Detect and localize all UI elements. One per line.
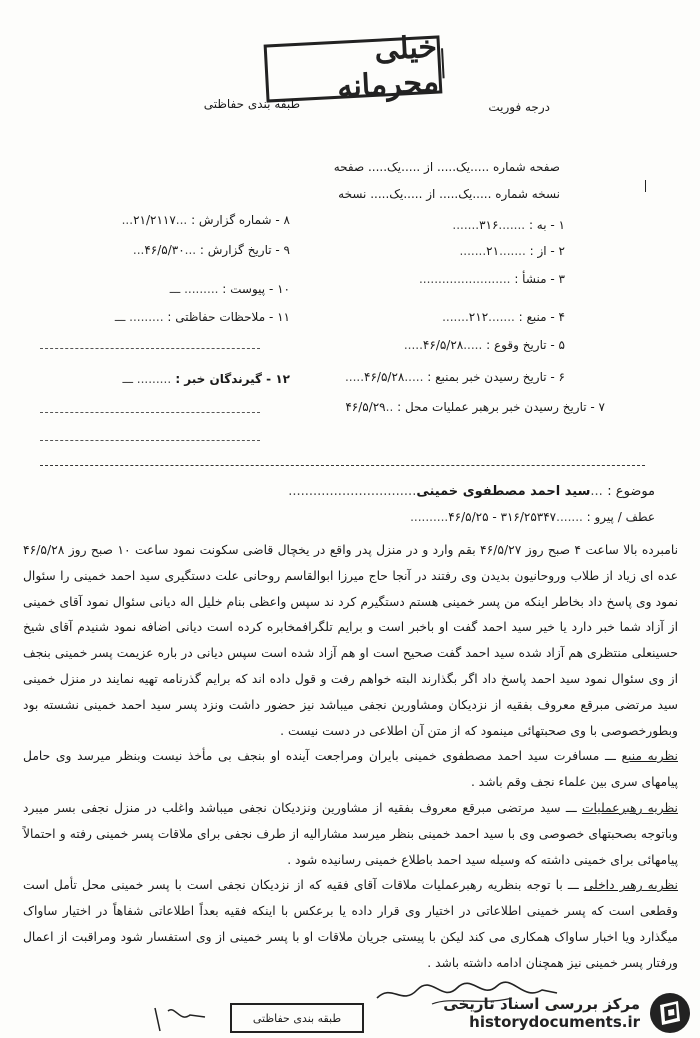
field-source: ۴ - منبع : .......۲۱۲....... [442,310,565,324]
footer-classification-label: طبقه بندی حفاظتی [252,1011,342,1025]
subject-line: موضوع : ...سید احمد مصطفوی خمینی............................... [288,484,655,499]
priority-label: درجه فوریت [488,100,550,114]
field-recipients: ۱۲ - گیرندگان خبر : ......... ـــ [122,372,290,386]
archive-logo-icon [648,991,692,1035]
watermark-persian: مرکز بررسی اسناد تاریخی [443,995,640,1013]
field-source-date: ۶ - تاریخ رسیدن خبر بمنبع : .....۴۶/۵/۲۸..... [344,370,565,384]
classification-label: طبقه بندی حفاظتی [203,97,300,111]
top-secret-stamp [264,29,443,105]
margin-mark [645,180,652,192]
blank-line [40,348,260,349]
field-to: ۱ - به : .......۳۱۶....... [452,218,565,232]
report-body [23,538,678,977]
section-divider [40,465,645,466]
reference-line: عطف / پیرو : .......۳۱۶/۲۵۳۴۷ - ۴۶/۵/۲۵.......... [410,510,655,524]
body-paragraph: نامبرده بالا ساعت ۴ صبح روز ۴۶/۵/۲۷ بقم وارد و در منزل پدر واقع در یخچال قاضی سکونت نمود ساعت ۱۰ صبح روز ۴۶/۵/۲۸ عده ای زیاد از طلاب وروحانیون بدیدن وی رفتند در آنجا حاج میرزا ابوالقاسم روحانی علت دستگیری سید احمد خمینی را سئوال نمود وی پاسخ داد بخاطر اینکه من پسر خمینی هستم دستگیرم کرد ند سپس واعظی بنام خلیل اله دیانی سئوال نمود آقای خمینی از آزاد شما خبر دارد یا خیر سید احمد گفت او باخبر است و برایم تلگرافمخابره کرده است دیانی اضافه نمود شنیدم آقای شیخ حسینعلی منتظری هم آزاد شده سید احمد گفت صحیح است او هم آزاد شده است سپس دیانی در باره عزیمت پسر خمینی بنجف از وی سئوال نمود سید احمد پاسخ داد اگر بگذارند البته خواهم رفت و قول داده اند که برایم گذرنامه تهیه نمایند در منزل خمینی سید مرتضی مبرقع معروف بفقیه از نزدیکان ومشاورین نجفی میباشد نیز حضور داشت ونزد پسر سید احمد خمینی نشسته بود وبطورخصوصی با وی صحبتهائی مینمود که از متن آن اطلاعی در دست نیست . [23,543,678,738]
field-event-date: ۵ - تاریخ وقوع : .....۴۶/۵/۲۸..... [403,338,565,352]
field-ops-date: ۷ - تاریخ رسیدن خبر برهبر عملیات محل : ..۴۶/۵/۲۹ [345,400,605,414]
ops-leader-opinion: نظریه رهبرعملیات ـــ سید مرتضی مبرقع معروف بفقیه از مشاورین ونزدیکان نجفی میباشد واغلب در منزل نجفی بسر میبرد وباتوجه بصحبتهای خصوصی وی با سید احمد خمینی بنظر میرسد مشارالیه از طرف نجفی برای ملاقات پسر خمینی رفته و احتمالاً پیامهائی برای خمینی داشته که وسیله سید احمد باطلاع خمینی رسانیده شود . [23,800,678,867]
internal-leader-opinion: نظریه رهبر داخلی ـــ با توجه بنظریه رهبرعملیات ملاقات آقای فقیه که از نزدیکان نجفی است با پسر خمینی محل تأمل است وقطعی است که پسر خمینی اطلاعاتی در اختیار وی قرار داده یا برعکس با اینکه فقیه بعداً اطلاعاتی شفاهاً در اختیار ساواک میگذارد ویا اخبار ساواک همکاری می کند لیکن با پیستی جریان ملاقات او با پسر خمینی از وی استفسار شود ومراقبت از اعمال ورفتار پسر خمینی نیز همچنان ادامه داشته باشد . [23,878,678,970]
watermark-url: historydocuments.ir [469,1013,640,1031]
field-from: ۲ - از : .......۲۱....... [459,244,565,258]
watermark [402,990,692,1036]
field-origin: ۳ - منشأ : ........................ [418,272,565,286]
page-count: صفحه شماره .....یک..... از .....یک..... صفحه [333,160,560,174]
blank-line [40,440,260,441]
field-security-notes: ۱۱ - ملاحظات حفاظتی : ......... ـــ [114,310,290,324]
field-report-number: ۸ - شماره گزارش : ...۲۱/۲۱۱۷... [121,213,290,227]
copy-count: نسخه شماره .....یک..... از .....یک..... نسخه [338,187,560,201]
field-attachment: ۱۰ - پیوست : ......... ـــ [169,282,290,296]
source-opinion: نظریه منبع ـــ مسافرت سید احمد مصطفوی خمینی بایران ومراجعت آینده او بنجف بی مأخذ نیست وبنظر میرسد وی حامل پیامهای سری بین علماء نجف وقم باشد . [23,749,678,790]
stamp-text: خیلی محرمانه [336,29,440,105]
footer-classification-box [230,1003,364,1033]
field-report-date: ۹ - تاریخ گزارش : ...۴۶/۵/۳۰... [132,243,290,257]
initials-scribble [150,1003,210,1033]
blank-line [40,412,260,413]
